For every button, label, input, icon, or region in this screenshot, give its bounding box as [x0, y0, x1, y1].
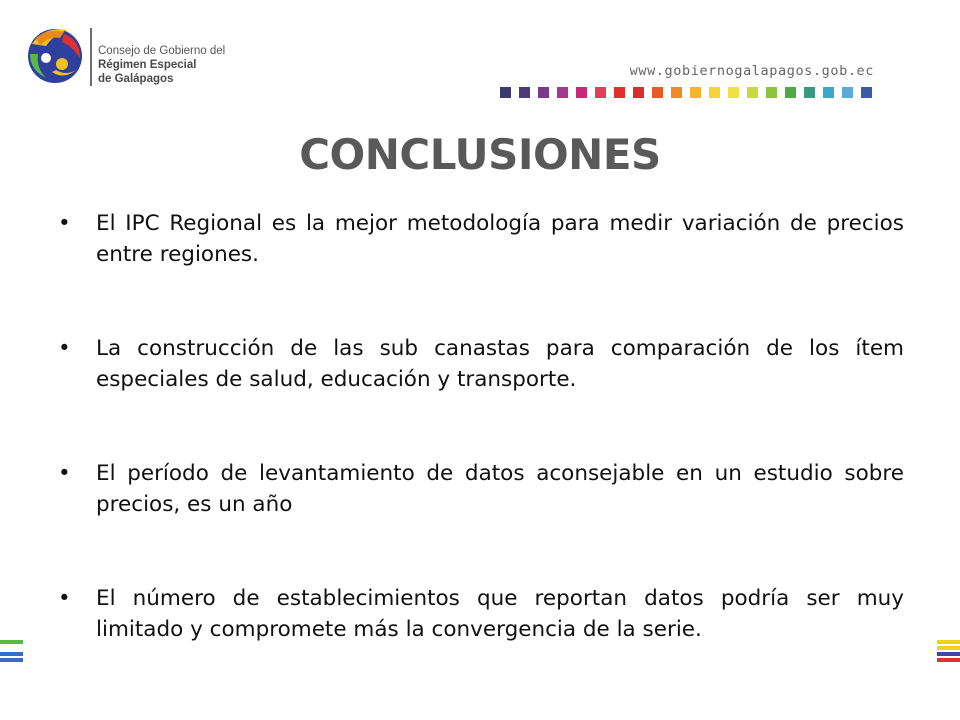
bullet-text: El número de establecimientos que reportan datos podría ser muy limitado y compromete más la convergencia de la serie. [96, 586, 904, 642]
color-square [557, 87, 568, 98]
color-square [519, 87, 530, 98]
flag-stripe [937, 646, 960, 650]
galapagos-emblem-icon [24, 24, 86, 88]
flag-stripe [0, 658, 23, 662]
logo-line-3: de Galápagos [98, 73, 174, 85]
bullet-text: La construcción de las sub canastas para comparación de los ítem especiales de salud, educación y transporte. [96, 336, 904, 392]
flag-stripe [937, 658, 960, 662]
color-square [614, 87, 625, 98]
slide-title: CONCLUSIONES [299, 130, 661, 179]
color-square [633, 87, 644, 98]
left-flag-decoration [0, 640, 23, 664]
flag-stripe [0, 652, 23, 656]
color-square [709, 87, 720, 98]
color-square [823, 87, 834, 98]
logo-line-2: Régimen Especial [98, 59, 197, 71]
bullet-item [58, 333, 904, 395]
bullet-item [58, 208, 904, 270]
logo-divider [90, 28, 92, 86]
color-square [576, 87, 587, 98]
bullet-dot-icon: • [58, 461, 71, 486]
color-square [595, 87, 606, 98]
color-squares-strip [500, 87, 872, 98]
color-square [842, 87, 853, 98]
flag-stripe [937, 640, 960, 644]
logo-text [98, 44, 225, 86]
bullet-item [58, 583, 904, 645]
color-square [785, 87, 796, 98]
color-square [804, 87, 815, 98]
logo [24, 24, 264, 94]
conclusions-list [58, 208, 904, 645]
right-flag-decoration [937, 640, 960, 664]
flag-stripe [0, 640, 23, 644]
color-square [500, 87, 511, 98]
color-square [690, 87, 701, 98]
color-square [747, 87, 758, 98]
bullet-dot-icon: • [58, 586, 71, 611]
color-square [861, 87, 872, 98]
bullet-dot-icon: • [58, 211, 71, 236]
color-square [728, 87, 739, 98]
flag-stripe [937, 652, 960, 656]
bullet-text: El IPC Regional es la mejor metodología para medir variación de precios entre regiones. [96, 211, 904, 267]
bullet-text: El período de levantamiento de datos aconsejable en un estudio sobre precios, es un año [96, 461, 904, 517]
color-square [671, 87, 682, 98]
flag-stripe [0, 646, 23, 650]
color-square [652, 87, 663, 98]
website-url: www.gobiernogalapagos.gob.ec [629, 63, 874, 79]
logo-line-1: Consejo de Gobierno del [98, 45, 226, 57]
bullet-dot-icon: • [58, 336, 71, 361]
color-square [766, 87, 777, 98]
bullet-item [58, 458, 904, 520]
color-square [538, 87, 549, 98]
